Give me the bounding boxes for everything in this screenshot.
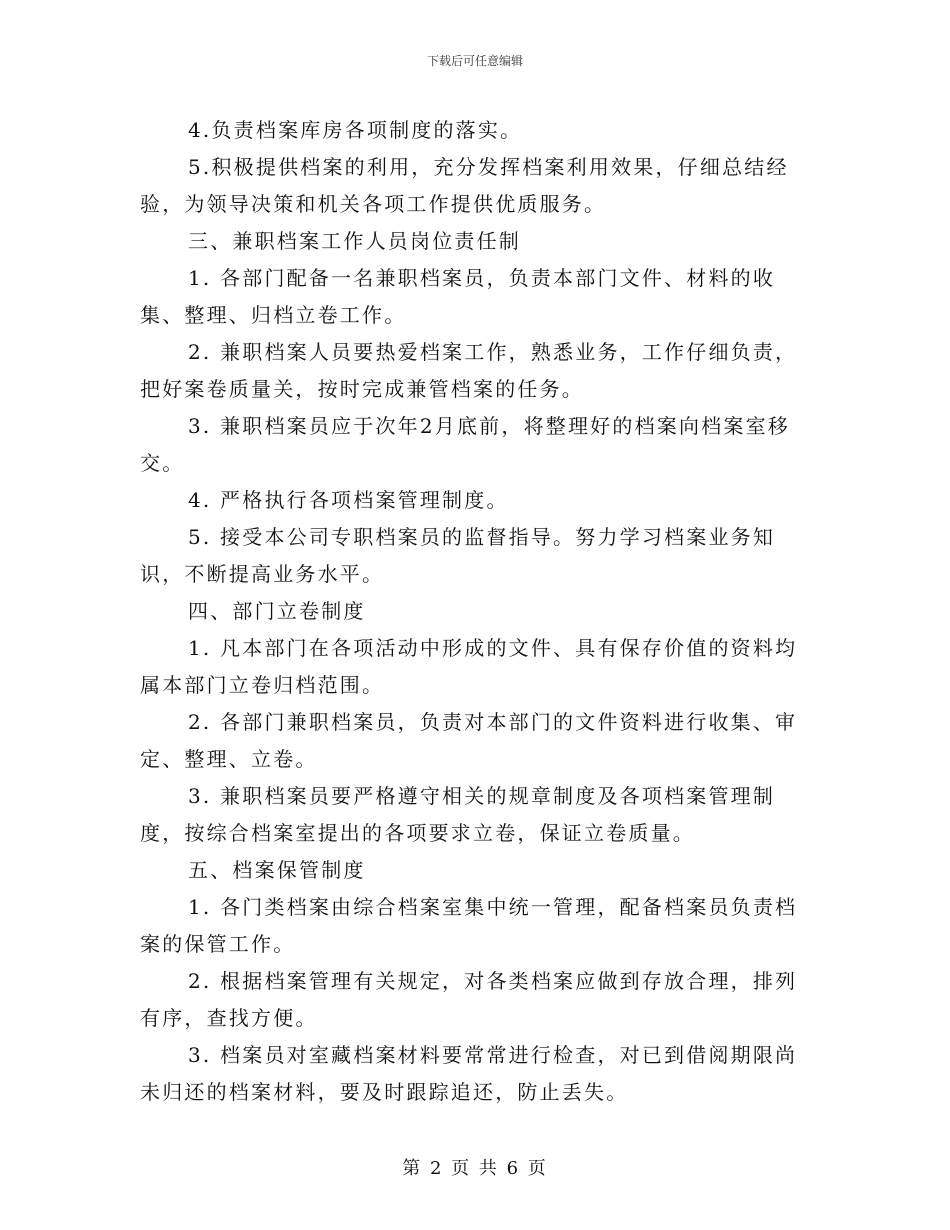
section-heading: 四、部门立卷制度 bbox=[188, 599, 366, 623]
paragraph: 4.负责档案库房各项制度的落实。 bbox=[188, 118, 523, 142]
paragraph: 3. 档案员对室藏档案材料要常常进行检查，对已到借阅期限尚未归还的档案材料，要及时跟踪追还，防止丢失。 bbox=[140, 1043, 798, 1104]
paragraph: 5. 接受本公司专职档案员的监督指导。努力学习档案业务知识，不断提高业务水平。 bbox=[140, 525, 776, 586]
page-header: 下载后可任意编辑 bbox=[426, 54, 523, 68]
paragraph: 1. 凡本部门在各项活动中形成的文件、具有保存价值的资料均属本部门立卷归档范围。 bbox=[140, 636, 798, 697]
page-number-footer: 第 2 页 共 6 页 bbox=[402, 1158, 548, 1179]
paragraph: 1. 各门类档案由综合档案室集中统一管理，配备档案员负责档案的保管工作。 bbox=[140, 895, 798, 956]
paragraph: 1. 各部门配备一名兼职档案员，负责本部门文件、材料的收集、整理、归档立卷工作。 bbox=[140, 266, 776, 327]
paragraph: 4. 严格执行各项档案管理制度。 bbox=[188, 488, 509, 512]
paragraph: 3. 兼职档案员应于次年2月底前，将整理好的档案向档案室移交。 bbox=[140, 414, 790, 475]
paragraph: 5.积极提供档案的利用，充分发挥档案利用效果，仔细总结经验，为领导决策和机关各项工作提供优质服务。 bbox=[140, 155, 789, 216]
section-heading: 五、档案保管制度 bbox=[188, 858, 366, 882]
paragraph: 2. 兼职档案人员要热爱档案工作，熟悉业务，工作仔细负责，把好案卷质量关，按时完成兼管档案的任务。 bbox=[140, 340, 798, 401]
paragraph: 3. 兼职档案员要严格遵守相关的规章制度及各项档案管理制度，按综合档案室提出的各项要求立卷，保证立卷质量。 bbox=[140, 784, 776, 845]
document-body bbox=[140, 112, 812, 1111]
paragraph: 2. 根据档案管理有关规定，对各类档案应做到存放合理，排列有序，查找方便。 bbox=[140, 969, 798, 1030]
section-heading: 三、兼职档案工作人员岗位责任制 bbox=[188, 229, 521, 253]
paragraph: 2. 各部门兼职档案员，负责对本部门的文件资料进行收集、审定、整理、立卷。 bbox=[140, 710, 798, 771]
